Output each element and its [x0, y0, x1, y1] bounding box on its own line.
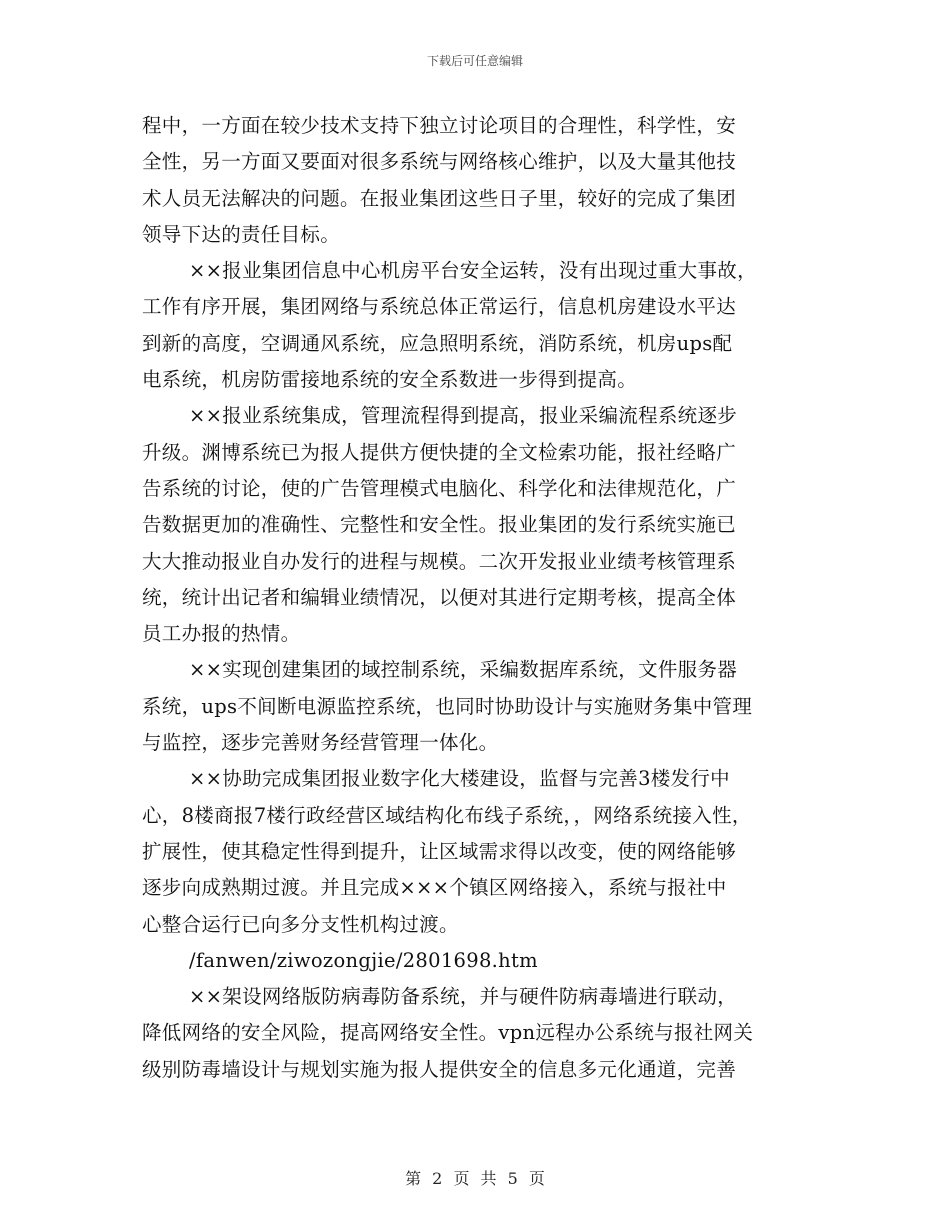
- text-line: 员工办报的热情。: [142, 622, 301, 646]
- text-line: 大大推动报业自办发行的进程与规模。二次开发报业业绩考核管理系: [142, 549, 737, 573]
- text-line: 逐步向成熟期过渡。并且完成×××个镇区网络接入，系统与报社中: [142, 876, 727, 900]
- text-line: ××架设网络版防病毒防备系统，并与硬件防病毒墙进行联动，: [189, 985, 738, 1009]
- text-line: 到新的高度，空调通风系统，应急照明系统，消防系统，机房ups配: [142, 331, 733, 355]
- text-line: ××报业系统集成，管理流程得到提高，报业采编流程系统逐步: [189, 404, 738, 428]
- text-line: 术人员无法解决的问题。在报业集团这些日子里，较好的完成了集团: [142, 186, 737, 210]
- text-line: ××协助完成集团报业数字化大楼建设，监督与完善3楼发行中: [189, 767, 730, 791]
- text-line: 工作有序开展，集团网络与系统总体正常运行，信息机房建设水平达: [142, 295, 737, 319]
- text-line: ××实现创建集团的域控制系统，采编数据库系统，文件服务器: [189, 658, 738, 682]
- text-line: ××报业集团信息中心机房平台安全运转，没有出现过重大事故，: [189, 259, 757, 283]
- page-header: 下载后可任意编辑: [426, 54, 523, 68]
- url-line: /fanwen/ziwozongjie/2801698.htm: [189, 948, 538, 972]
- text-line: 心，8楼商报7楼行政经营区域结构化布线子系统，，网络系统接入性，: [142, 803, 752, 827]
- text-line: 扩展性，使其稳定性得到提升，让区域需求得以改变，使的网络能够: [142, 839, 737, 863]
- text-line: 告系统的讨论，使的广告管理模式电脑化、科学化和法律规范化，广: [142, 476, 737, 500]
- document-body: [142, 108, 822, 1088]
- text-line: 全性，另一方面又要面对很多系统与网络核心维护，以及大量其他技: [142, 150, 737, 174]
- page-number-footer: 第 2 页 共 5 页: [405, 1169, 545, 1188]
- text-line: 升级。渊博系统已为报人提供方便快捷的全文检索功能，报社经略广: [142, 440, 737, 464]
- text-line: 程中，一方面在较少技术支持下独立讨论项目的合理性，科学性，安: [142, 114, 737, 137]
- text-line: 降低网络的安全风险，提高网络安全性。vpn远程办公系统与报社网关: [142, 1021, 754, 1045]
- text-line: 级别防毒墙设计与规划实施为报人提供安全的信息多元化通道，完善: [142, 1057, 737, 1081]
- text-line: 心整合运行已向多分支性机构过渡。: [142, 912, 459, 936]
- text-line: 系统，ups不间断电源监控系统，也同时协助设计与实施财务集中管理: [142, 694, 753, 718]
- text-line: 与监控，逐步完善财务经营管理一体化。: [142, 731, 499, 755]
- text-line: 告数据更加的准确性、完整性和安全性。报业集团的发行系统实施已: [142, 513, 737, 537]
- text-line: 领导下达的责任目标。: [142, 222, 341, 246]
- text-line: 统，统计出记者和编辑业绩情况，以便对其进行定期考核，提高全体: [142, 585, 737, 609]
- text-line: 电系统，机房防雷接地系统的安全系数进一步得到提高。: [142, 368, 638, 392]
